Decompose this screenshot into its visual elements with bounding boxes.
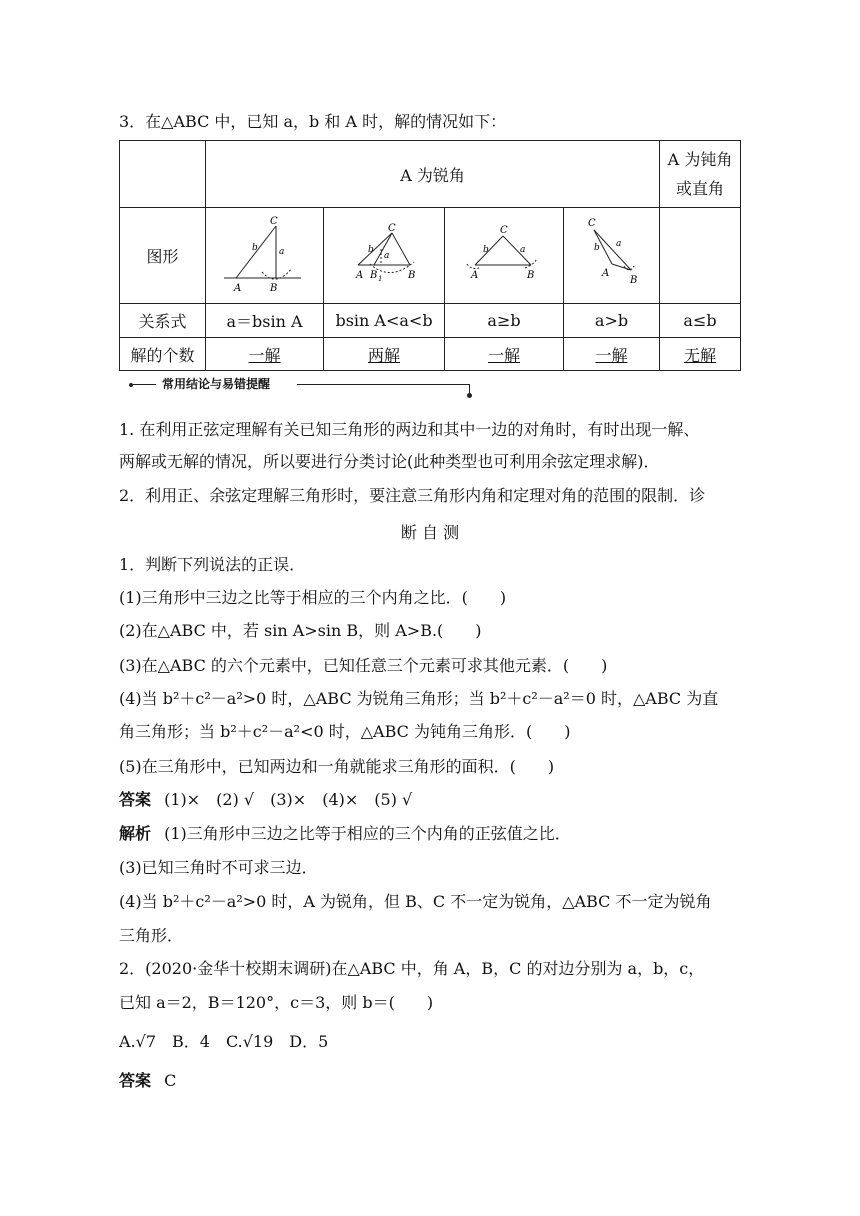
count-cell-3: 一解 — [488, 345, 521, 365]
solution-cases-table — [119, 140, 741, 371]
fig4-label-b: b — [594, 243, 600, 253]
q2-answer-text: C — [164, 1071, 177, 1090]
count-cell-1: 一解 — [248, 345, 281, 365]
a-gt-b-figure — [564, 208, 659, 299]
a-ge-b-figure — [445, 208, 563, 299]
fig4-label-B: B — [630, 275, 638, 286]
q2-stem-2: 已知 a＝2，B＝120°，c＝3，则 b＝( ) — [119, 993, 434, 1012]
row-figure-label: 图形 — [120, 208, 206, 304]
fig2-label-a: a — [384, 251, 390, 261]
fig1-label-b: b — [252, 243, 258, 253]
fig4-label-C: C — [588, 218, 596, 229]
relation-cell-3: a≥b — [445, 304, 564, 338]
tip-line-3: 2．利用正、余弦定理解三角形时，要注意三角形内角和定理对角的范围的限制．诊 — [119, 486, 706, 505]
q1-analysis-2: (3)已知三角时不可求三边． — [119, 858, 318, 877]
two-solutions-figure — [324, 208, 444, 299]
fig4-label-a: a — [616, 239, 622, 249]
relation-cell-5: a≤b — [660, 304, 741, 338]
tips-title: 常用结论与易错提醒 — [162, 377, 271, 391]
q2-answer — [119, 1070, 176, 1092]
fig3-label-a: a — [520, 245, 526, 255]
tip-line-1: 1. 在利用正弦定理解有关已知三角形的两边和其中一边的对角时，有时出现一解、 — [119, 420, 700, 439]
q1-stem: 1．判断下列说法的正误． — [119, 555, 306, 574]
count-cell-2: 两解 — [368, 345, 401, 365]
q2-answer-label: 答案 — [119, 1071, 152, 1090]
tips-section-header — [119, 376, 479, 402]
q1-analysis-text-1: (1)三角形中三边之比等于相应的三个内角的正弦值之比． — [164, 824, 571, 843]
q1-item-5: (5)在三角形中，已知两边和一角就能求三角形的面积．( ) — [119, 757, 555, 776]
obtuse-header-line1: A 为钝角 — [667, 150, 733, 169]
fig4-label-A: A — [602, 268, 610, 279]
relation-cell-1: a＝bsin A — [206, 304, 324, 338]
count-cell-5: 无解 — [684, 345, 717, 365]
fig2-label-B: B — [408, 270, 416, 281]
fig3-label-B: B — [527, 270, 535, 281]
q1-item-4a: (4)当 b²＋c²－a²>0 时，△ABC 为锐角三角形；当 b²＋c²－a²＝0 时，△ABC 为直 — [119, 689, 719, 708]
relation-cell-2: bsin A<a<b — [324, 304, 445, 338]
figure-a-ge-b — [445, 208, 564, 304]
count-cell-4: 一解 — [595, 345, 628, 365]
fig2-label-B1-sub: 1 — [378, 275, 383, 283]
fig2-label-C: C — [388, 223, 396, 234]
q1-item-4b: 角三角形；当 b²＋c²－a²<0 时，△ABC 为钝角三角形．( ) — [119, 722, 571, 741]
q1-item-3: (3)在△ABC 的六个元素中，已知任意三个元素可求其他元素．( ) — [119, 656, 608, 675]
row-count-label: 解的个数 — [120, 338, 206, 371]
fig3-label-b: b — [483, 245, 489, 255]
fig1-label-a: a — [279, 247, 285, 257]
header-rule-right — [297, 384, 469, 385]
header-dot-right — [467, 393, 472, 398]
q1-analysis-4: 三角形． — [119, 926, 184, 945]
q1-answer-text: (1)× (2) √ (3)× (4)× (5) √ — [164, 790, 413, 809]
figure-two-solutions — [324, 208, 445, 304]
tip-line-2: 两解或无解的情况，所以要进行分类讨论(此种类型也可利用余弦定理求解)． — [119, 452, 660, 471]
fig2-label-B1: B — [370, 270, 378, 281]
figure-right-triangle — [206, 208, 324, 304]
q1-analysis-1 — [119, 823, 571, 845]
table-intro: 3．在△ABC 中，已知 a，b 和 A 时，解的情况如下： — [119, 112, 507, 131]
obtuse-header — [660, 141, 741, 208]
section-title: 断 自 测 — [400, 523, 460, 542]
q1-answer-label: 答案 — [119, 790, 152, 809]
row-relation-label: 关系式 — [120, 304, 206, 338]
q1-item-2: (2)在△ABC 中，若 sin A>sin B，则 A>B.( ) — [119, 621, 482, 640]
fig3-label-A: A — [471, 270, 479, 281]
fig2-label-A: A — [356, 270, 364, 281]
fig3-label-C: C — [500, 225, 508, 236]
fig2-label-b: b — [368, 245, 374, 255]
fig1-label-A: A — [234, 283, 242, 294]
fig1-label-C: C — [270, 216, 278, 227]
header-rule-left — [133, 384, 156, 385]
q1-analysis-label: 解析 — [119, 824, 152, 843]
acute-header: A 为锐角 — [206, 141, 660, 208]
obtuse-header-line2: 或直角 — [676, 179, 725, 198]
q1-analysis-3: (4)当 b²＋c²－a²>0 时，A 为锐角，但 B、C 不一定为锐角，△ABC 不一定为锐角 — [119, 892, 712, 911]
q2-options: A.√7 B．4 C.√19 D．5 — [119, 1032, 329, 1051]
figure-empty-cell — [660, 208, 741, 304]
fig1-label-B: B — [270, 283, 278, 294]
q1-answer — [119, 789, 412, 811]
table-corner-cell — [120, 141, 206, 208]
q2-stem-1: 2．(2020·金华十校期末调研)在△ABC 中，角 A，B，C 的对边分别为 a，b，c， — [119, 959, 705, 978]
relation-cell-4: a>b — [564, 304, 660, 338]
figure-obtuse-a-gt-b — [564, 208, 660, 304]
right-triangle-figure — [206, 208, 323, 299]
q1-item-1: (1)三角形中三边之比等于相应的三个内角之比．( ) — [119, 588, 507, 607]
